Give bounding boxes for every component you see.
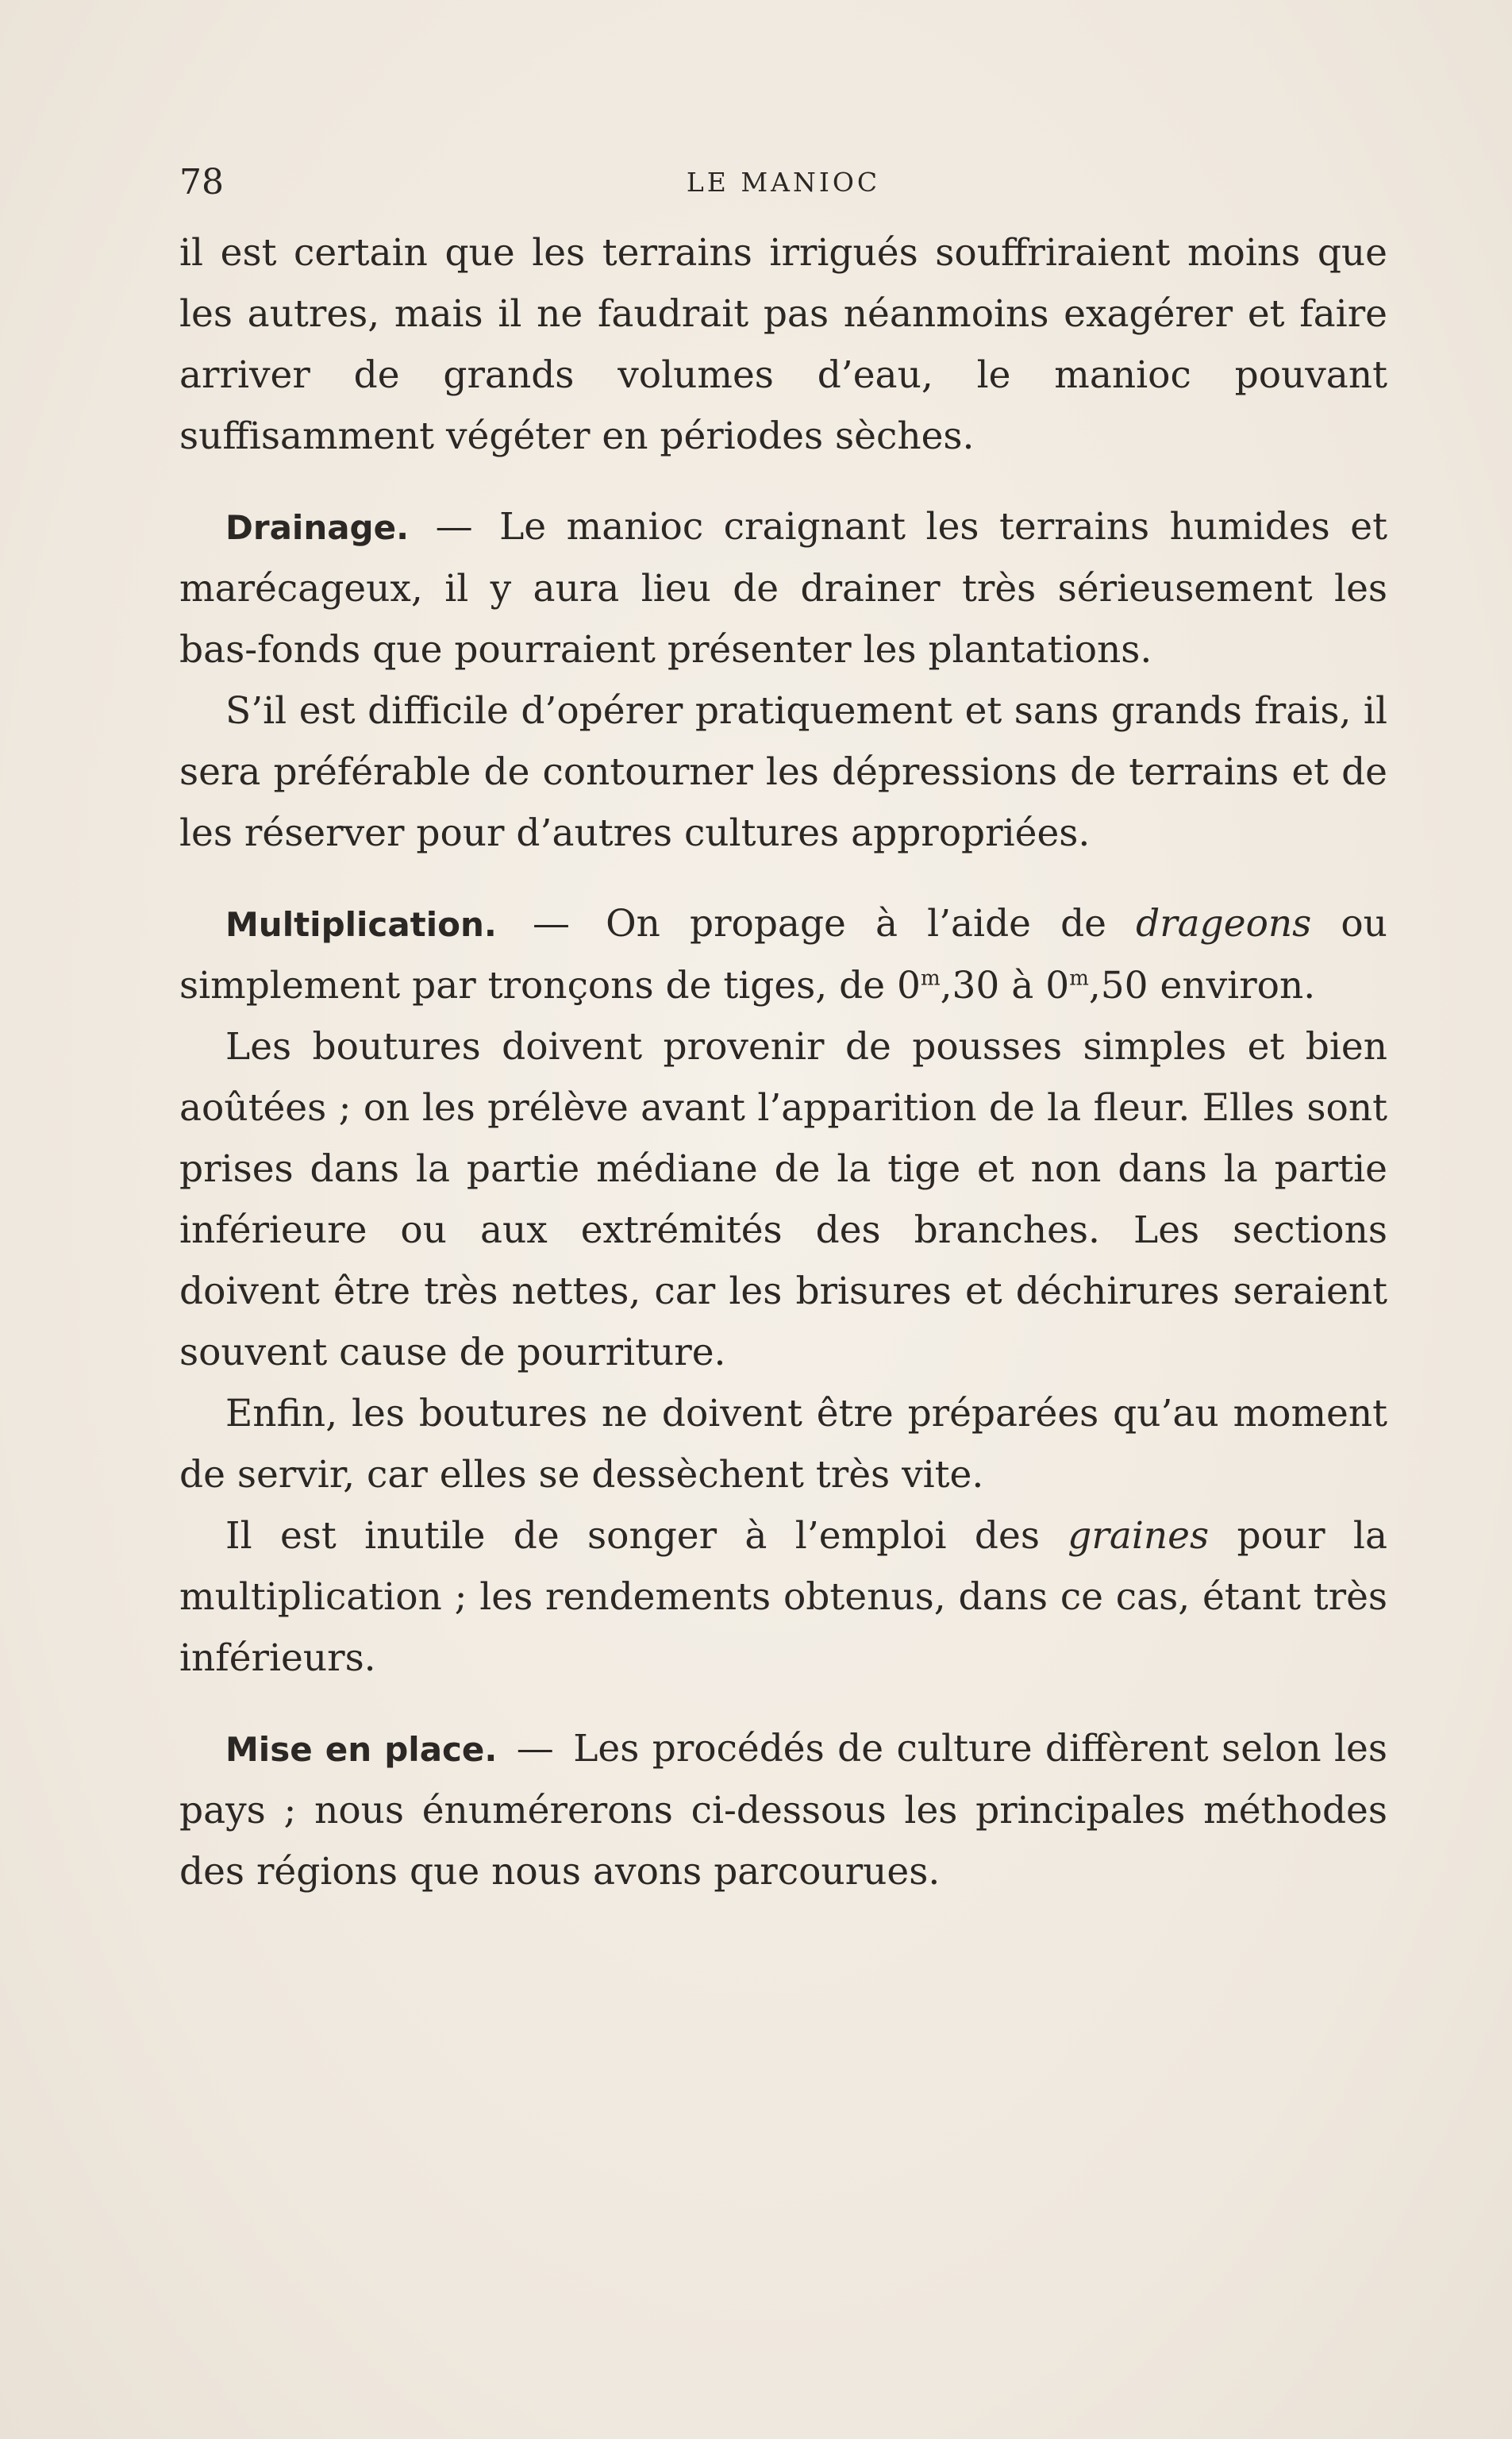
paragraph-text: il est certain que les terrains irrigués souffriraient moins que les autres, mais il ne faudrait pas néanmoins exagérer et faire arriver de grands volumes d’eau, le manioc pouvant suffisamment végéter en périodes sèches. — [179, 231, 1387, 458]
measurement-max — [1045, 964, 1148, 1008]
measure-decimal: ,50 — [1088, 964, 1148, 1008]
paragraph-text: Enfin, les boutures ne doivent être préparées qu’au moment de servir, car elles se dessèchent très vite. — [179, 1392, 1387, 1497]
paragraph-preparation — [179, 1383, 1387, 1505]
running-title: LE MANIOC — [686, 167, 881, 198]
em-dash: — — [435, 505, 473, 549]
paragraph-text: ou simplement par tronçons de tiges, de — [179, 902, 1387, 1008]
measure-decimal: ,30 — [940, 964, 1000, 1008]
em-dash: — — [516, 1727, 554, 1770]
body-text — [179, 222, 1387, 1902]
section-multiplication — [179, 893, 1387, 1016]
paragraph-text: Il est inutile de songer à l’emploi des — [225, 1514, 1040, 1558]
italic-term-drageons: drageons — [1136, 902, 1312, 946]
section-drainage — [179, 496, 1387, 680]
paragraph-depressions — [179, 680, 1387, 864]
section-heading-drainage: Drainage. — [225, 508, 410, 547]
paragraph-irrigation — [179, 222, 1387, 467]
section-heading-mise-en-place: Mise en place. — [225, 1730, 498, 1769]
page-number: 78 — [179, 162, 224, 202]
measure-value: 0 — [897, 964, 921, 1008]
em-dash: — — [532, 902, 570, 946]
paragraph-boutures — [179, 1016, 1387, 1383]
measure-unit: m — [1069, 966, 1089, 991]
paragraph-text: à — [1011, 964, 1034, 1008]
paragraph-text: S’il est difficile d’opérer pratiquement et sans grands frais, il sera préférable de contourner les dépressions de terrains et de les réserver pour d’autres cultures appropriées. — [179, 689, 1387, 855]
section-heading-multiplication: Multiplication. — [225, 905, 497, 944]
measure-value: 0 — [1045, 964, 1070, 1008]
paragraph-text: On propage à l’aide de — [606, 902, 1106, 946]
paragraph-text: pour la multiplication ; les rendements obtenus, dans ce cas, étant très inférieurs. — [179, 1514, 1387, 1680]
section-mise-en-place — [179, 1718, 1387, 1902]
paragraph-graines — [179, 1505, 1387, 1689]
running-head — [179, 159, 1387, 206]
measure-unit: m — [920, 966, 941, 991]
paragraph-text: environ. — [1160, 964, 1316, 1008]
paragraph-text: Le manioc craignant les terrains humides et marécageux, il y aura lieu de drainer très sérieusement les bas-fonds que pourraient présenter les plantations. — [179, 505, 1387, 672]
measurement-min — [897, 964, 999, 1008]
paragraph-text: Les procédés de culture diffèrent selon les pays ; nous énumérerons ci-dessous les principales méthodes des régions que nous avons parcourues. — [179, 1727, 1387, 1894]
italic-term-graines: graines — [1068, 1514, 1210, 1558]
paragraph-text: Les boutures doivent provenir de pousses simples et bien aoûtées ; on les prélève avant l’apparition de la fleur. Elles sont prises dans la partie médiane de la tige et non dans la partie inférieure ou aux extrémités des branches. Les sections doivent être très nettes, car les brisures et déchirures seraient souvent cause de pourriture. — [179, 1025, 1387, 1374]
